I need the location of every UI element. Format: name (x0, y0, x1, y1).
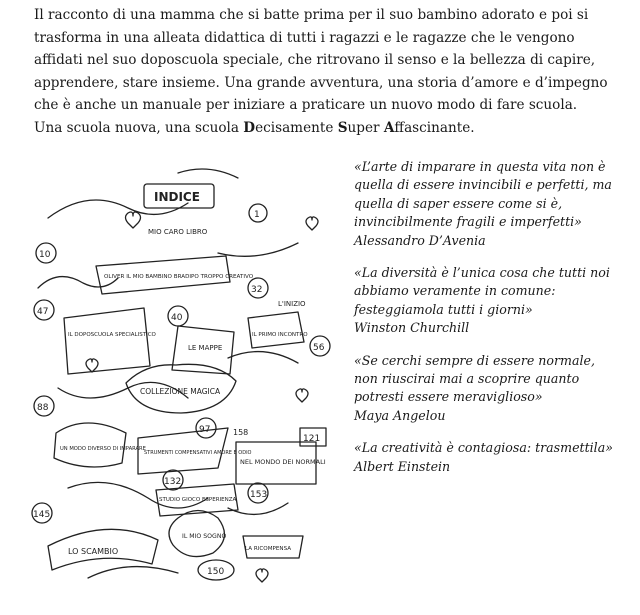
swirl-line-2 (178, 169, 238, 178)
swirl-line-4 (218, 243, 298, 256)
pin-145-num: 145 (33, 510, 51, 520)
label-primo-incontro: IL PRIMO INCONTRO (252, 332, 308, 338)
pin-132-num: 132 (164, 477, 182, 487)
quote-1-author: Alessandro D’Avenia (354, 232, 486, 248)
pin-40-num: 40 (171, 313, 183, 323)
heart-2 (306, 217, 318, 230)
pin-1-num: 1 (254, 210, 260, 220)
label-mappe: LE MAPPE (188, 344, 223, 352)
doposcuola-box (64, 308, 150, 374)
label-sogno: IL MIO SOGNO (182, 533, 227, 540)
quote-3-author: Maya Angelou (354, 407, 446, 423)
heart-3 (86, 359, 98, 372)
label-doposcuola: IL DOPOSCUOLA SPECIALISTICO (68, 332, 156, 338)
intro-paragraph: Il racconto di una mamma che si batte prima per il suo bambino adorato e poi si trasforma in una alleata didattica di tutti i ragazzi e le ragazze che le vengono affidati nel suo doposcuola speciale, che ritrovano il senso e la bellezza di capire, apprendere, stare insieme. Una grande avventura, una storia d’amore e d’impegno che è anche un manuale per iniziare a praticare un nuovo modo di fare scuola. (34, 7, 608, 113)
index-doodle-svg (28, 158, 348, 610)
swirl-line-9 (88, 567, 178, 578)
swirl-line-6 (228, 352, 298, 363)
tagline-initial-s: S (337, 119, 348, 136)
tagline-prefix: Una scuola nuova, una scuola (34, 119, 244, 136)
quote-1 (354, 158, 616, 250)
intro-tagline (34, 117, 624, 140)
label-mondo-normali: NEL MONDO DEI NORMALI (240, 458, 326, 466)
label-inizio: L'INIZIO (278, 300, 306, 308)
heart-4 (296, 389, 308, 402)
pin-32-num: 32 (251, 285, 263, 295)
pin-47-num: 47 (37, 307, 49, 317)
quote-2-author: Winston Churchill (354, 320, 470, 336)
pin-153-num: 153 (250, 490, 268, 500)
tagline-word-2: uper (347, 119, 384, 136)
extra-page-158: 158 (233, 428, 249, 437)
tagline-word-3: ffascinante. (394, 119, 475, 136)
quote-3-text: «Se cerchi sempre di essere normale, non riuscirai mai a scoprire quanto potresti essere meraviglioso» (354, 352, 595, 405)
quote-4-text: «La creatività è contagiosa: trasmettila» (354, 440, 613, 456)
label-ricompensa: LA RICOMPENSA (245, 546, 292, 552)
tagline-initial-a: A (383, 119, 395, 136)
label-scambio: LO SCAMBIO (68, 547, 119, 556)
intro-text (34, 4, 624, 139)
pin-121-num: 121 (303, 434, 321, 444)
pin-88-num: 88 (37, 403, 49, 413)
label-studio: STUDIO GIOCO ESPERIENZA (159, 497, 237, 503)
pin-10-num: 10 (39, 250, 51, 260)
quote-1-text: «L’arte di imparare in questa vita non è quella di essere invincibili e perfetti, ma quella di saper essere come si è, invincibilmente fragili e imperfetti» (354, 159, 612, 230)
quote-4 (354, 439, 616, 476)
pin-150-num: 150 (207, 567, 225, 577)
quotes-column (354, 158, 616, 490)
heart-5 (256, 569, 268, 582)
pin-56-num: 56 (313, 343, 325, 353)
label-strumenti: STRUMENTI COMPENSATIVI AMORE E ODIO (144, 450, 252, 456)
heart-1 (126, 212, 141, 228)
pin-97-num: 97 (199, 425, 211, 435)
swirl-line-7 (68, 482, 208, 508)
tagline-initial-d: D (243, 119, 256, 136)
label-modo-diverso: UN MODO DIVERSO DI IMPARARE (60, 446, 146, 452)
quote-3 (354, 352, 616, 426)
label-mio-caro-libro: MIO CARO LIBRO (148, 228, 208, 236)
quote-2-text: «La diversità è l’unica cosa che tutti noi abbiamo veramente in comune: festeggiamola tutti i giorni» (354, 265, 610, 317)
label-oliver: OLIVER IL MIO BAMBINO BRADIPO TROPPO CREATIVO (104, 274, 254, 280)
quote-4-author: Albert Einstein (354, 458, 451, 474)
quote-2 (354, 264, 616, 338)
indice-title: INDICE (154, 190, 200, 204)
index-doodle-illustration (28, 158, 348, 610)
modo-diverso-cloud (54, 423, 126, 467)
tagline-word-1: ecisamente (255, 119, 338, 136)
primo-incontro-box (248, 312, 304, 348)
label-collezione: COLLEZIONE MAGICA (140, 387, 221, 396)
